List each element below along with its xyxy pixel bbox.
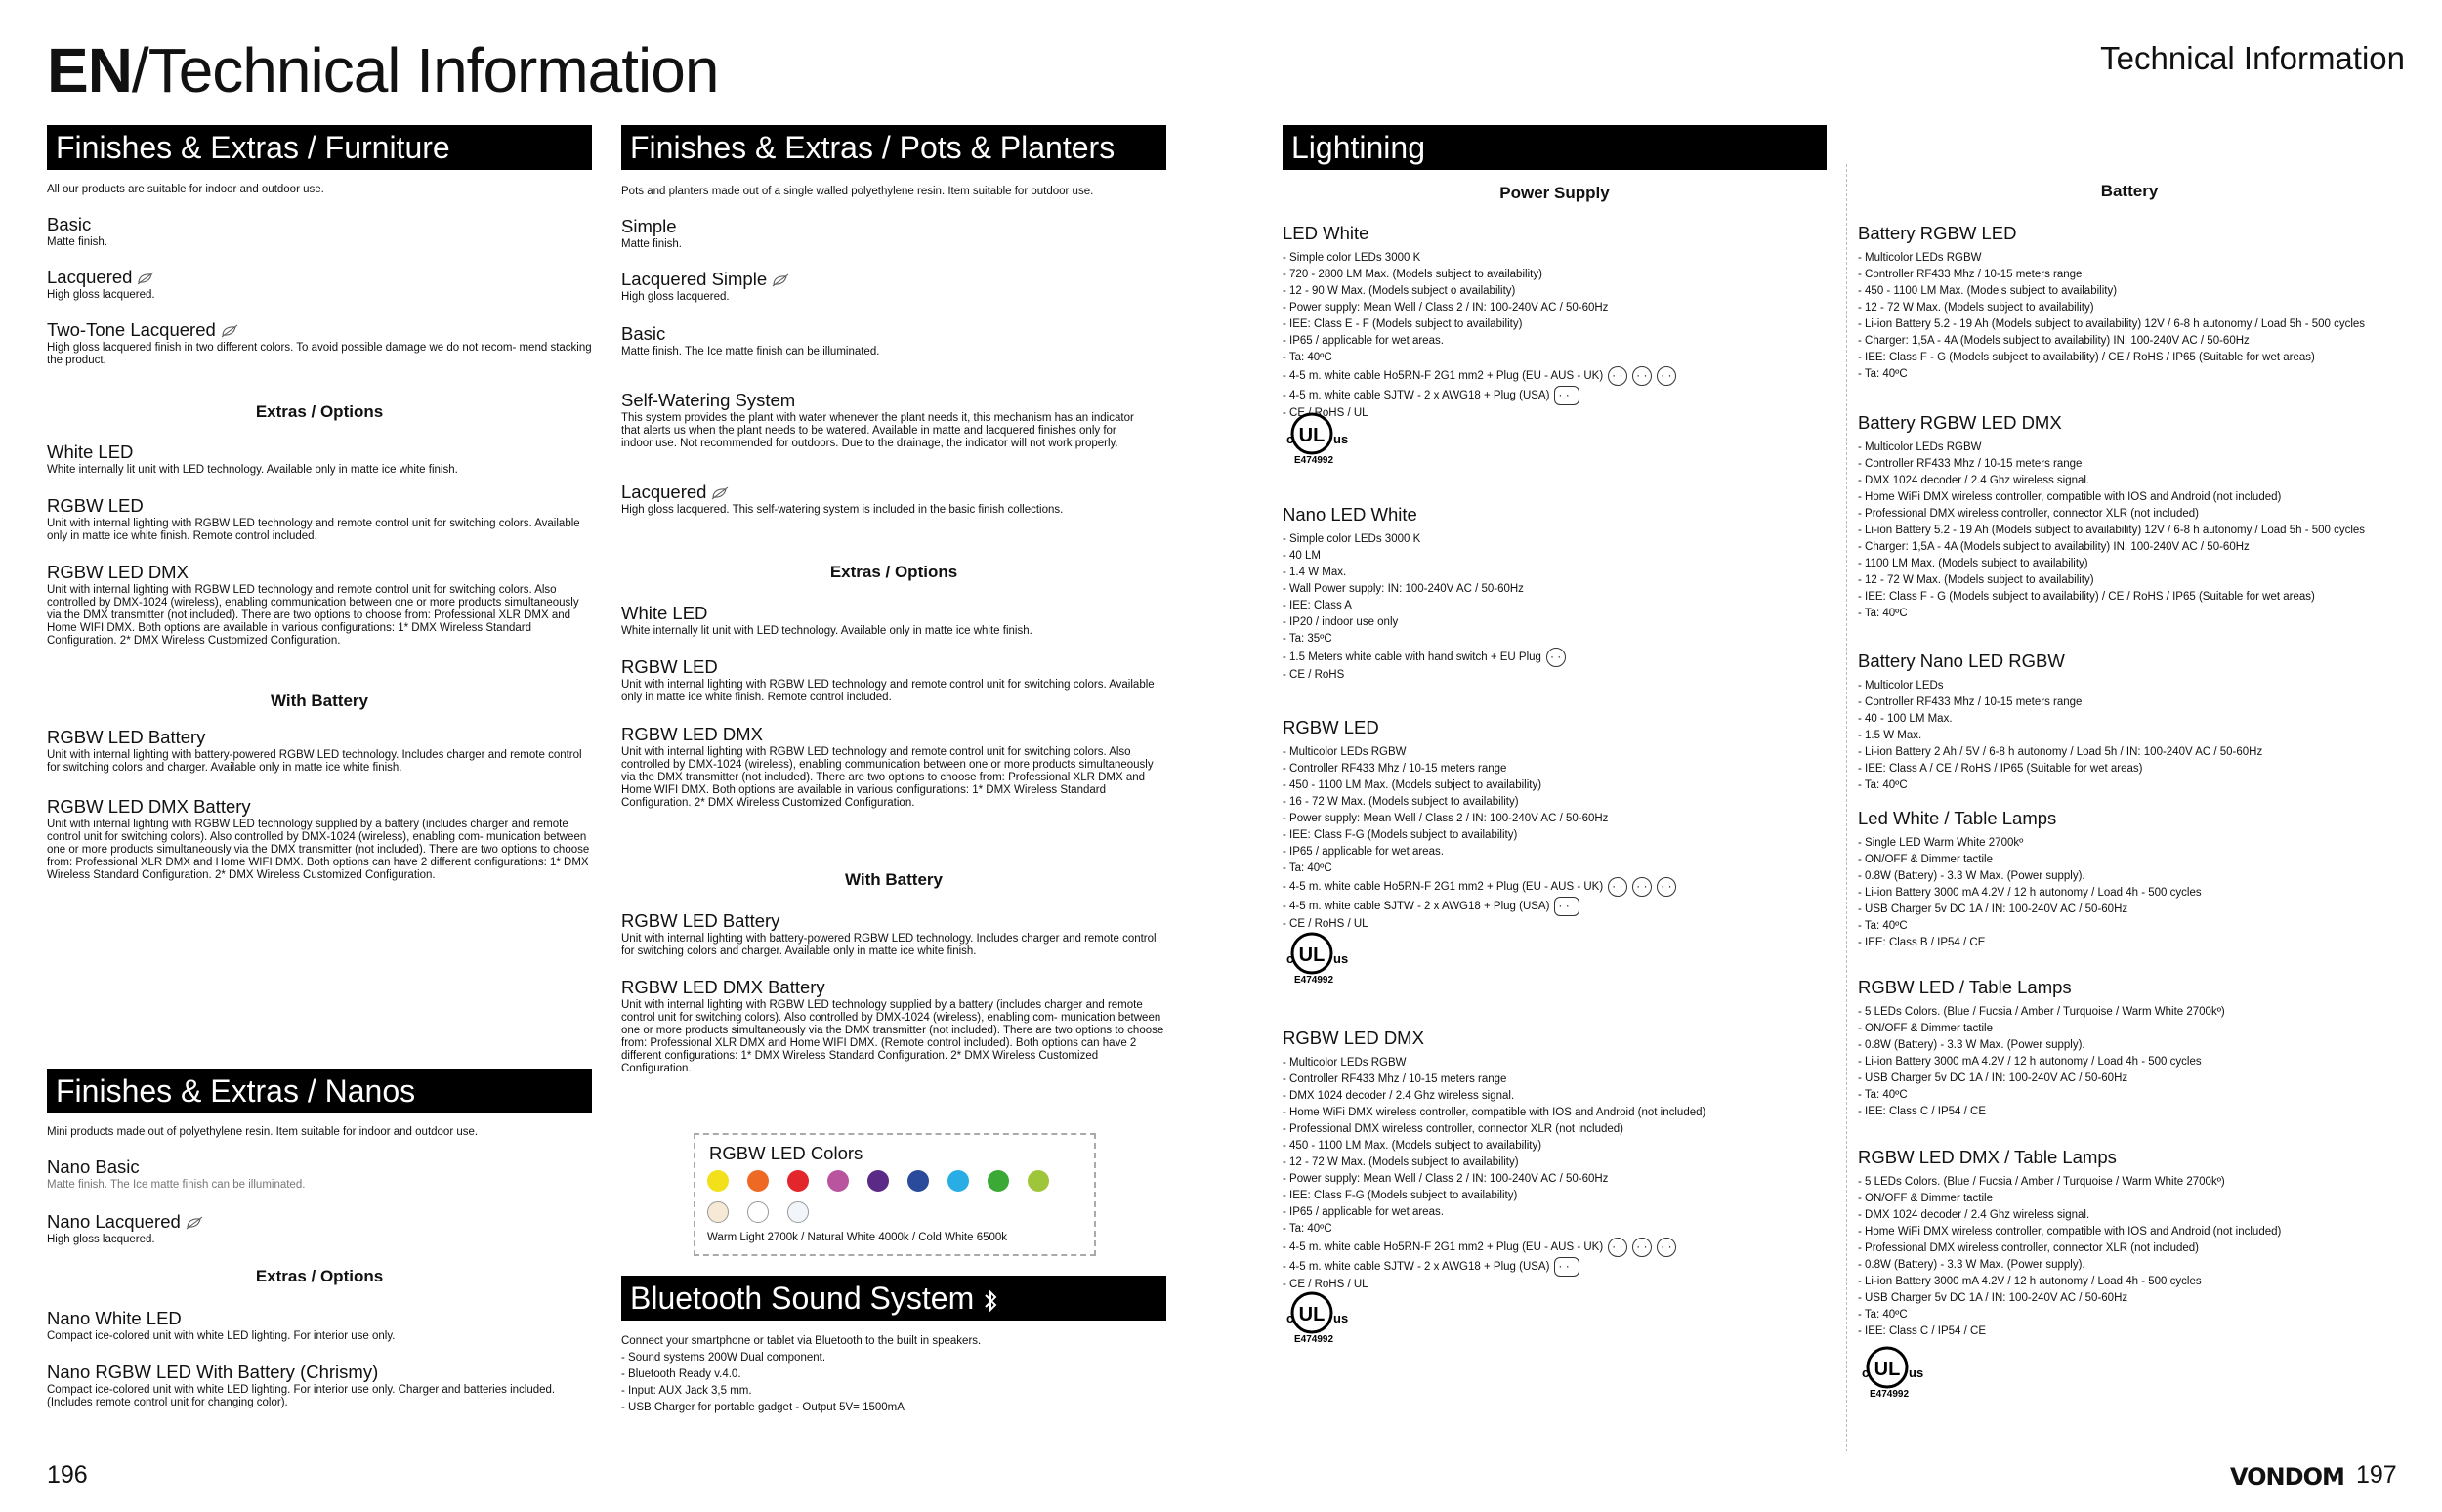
furniture-intro: All our products are suitable for indoor and outdoor use. [47,184,324,195]
bluetooth-spec-line: - Input: AUX Jack 3,5 mm. [621,1385,752,1397]
spec-line: - 4-5 m. white cable SJTW - 2 x AWG18 + Plug (USA)· · [1283,897,1830,916]
spec-line: - Ta: 40ºC [1858,1309,1908,1321]
item-desc: High gloss lacquered. This self-watering system is included in the basic finish collections. [621,504,1064,516]
nanos-section-bar: Finishes & Extras / Nanos [47,1069,592,1113]
white-temperature-swatch [707,1201,729,1223]
spec-line: - Wall Power supply: IN: 100-240V AC / 50-60Hz [1283,583,1524,595]
page-title-bold: EN [47,35,132,105]
spec-line: - 450 - 1100 LM Max. (Models subject to availability) [1858,285,2118,297]
spec-line: - IEE: Class F-G (Models subject to availability) [1283,1190,1518,1201]
rgbw-colors-caption: Warm Light 2700k / Natural White 4000k / Cold White 6500k [707,1232,1008,1243]
ul-text: UL [1298,945,1326,966]
spec-rgbw-led [1283,717,1830,933]
nanos-extras-heading: Extras / Options [255,1267,384,1285]
item-desc: Matte finish. The Ice matte finish can be illuminated. [47,1179,306,1191]
item-title: RGBW LED DMX [47,562,189,582]
battery-heading: Battery [2100,182,2159,200]
spec-line: - Home WiFi DMX wireless controller, compatible with IOS and Android (not included) [1858,1226,2282,1238]
item-title: Nano White LED [47,1308,182,1328]
spec-line: - Li-ion Battery 3000 mA 4.2V / 12 h autonomy / Load 4h - 500 cycles [1858,887,2202,899]
spec-line: - Li-ion Battery 2 Ah / 5V / 6-8 h autonomy / Load 5h / IN: 100-240V AC / 50-60Hz [1858,746,2263,758]
furniture-finish-basic [47,214,592,249]
pots-extra-rgbw-led [621,656,1166,704]
white-temperature-swatch [787,1201,809,1223]
furniture-extra-white-led [47,441,592,477]
ul-certification-icon [1283,928,1361,985]
furniture-battery-heading: With Battery [271,692,368,710]
spec-line: - IEE: Class C / IP54 / CE [1858,1106,1987,1117]
spec-line: - ON/OFF & Dimmer tactile [1858,854,1994,865]
item-desc: Matte finish. [47,236,107,248]
eu-plug-icon [1608,877,1627,897]
pots-extras-heading: Extras / Options [829,563,958,581]
spec-rgbw-led-dmx [1283,1028,1830,1293]
eu-plug-icon [1657,1238,1676,1257]
spec-line: - 4-5 m. white cable Ho5RN-F 2G1 mm2 + Plug (EU - AUS - UK)· ·· ·· · [1283,1238,1830,1257]
no-outdoor-leaf-icon [771,273,790,287]
spec-line: - IP20 / indoor use only [1283,616,1399,628]
furniture-extras-heading: Extras / Options [255,402,384,421]
furniture-section-bar: Finishes & Extras / Furniture [47,125,592,170]
spec-line: - ON/OFF & Dimmer tactile [1858,1023,1994,1034]
ul-c-text: c [1862,1365,1870,1380]
spec-line: - 40 - 100 LM Max. [1858,713,1953,725]
ul-code-text: E474992 [1294,1334,1334,1344]
bluetooth-section-bar [621,1276,1166,1321]
spec-line: - 12 - 90 W Max. (Models subject o availability) [1283,285,1516,297]
item-title: White LED [47,441,134,462]
ul-code-text: E474992 [1294,975,1334,985]
color-swatch [867,1170,889,1192]
item-desc: High gloss lacquered. [47,289,155,301]
item-desc: Unit with internal lighting with RGBW LED technology and remote control unit for switching colors. Available only in matte ice white finish. Remote control included. [47,518,580,542]
ul-c-text: c [1286,1311,1294,1325]
nanos-extra-rgbw-battery [47,1362,592,1409]
spec-line: - Power supply: Mean Well / Class 2 / IN: 100-240V AC / 50-60Hz [1283,813,1609,824]
spec-line: - IEE: Class E - F (Models subject to availability) [1283,318,1523,330]
pots-extra-rgbw-led-dmx [621,724,1166,810]
color-swatch [787,1170,809,1192]
spec-line: - Controller RF433 Mhz / 10-15 meters range [1858,458,2083,470]
pots-battery-rgbw-led [621,910,1166,958]
page-title [47,35,718,105]
item-desc: White internally lit unit with LED technology. Available only in matte ice white finish. [47,464,458,476]
color-swatch [1028,1170,1049,1192]
spec-title: Battery RGBW LED DMX [1858,412,2062,433]
color-swatch [907,1170,929,1192]
spec-title: RGBW LED [1283,717,1379,737]
power-supply-heading: Power Supply [1499,184,1610,202]
no-outdoor-leaf-icon [185,1216,204,1230]
page-title-rest: /Technical Information [131,35,719,105]
spec-line: - 40 LM [1283,550,1321,562]
spec-line: - DMX 1024 decoder / 2.4 Ghz wireless signal. [1858,1209,2090,1221]
item-desc: White internally lit unit with LED technology. Available only in matte ice white finish. [621,625,1032,637]
spec-line: - DMX 1024 decoder / 2.4 Ghz wireless signal. [1283,1090,1515,1102]
bluetooth-spec-line: - USB Charger for portable gadget - Output 5V= 1500mA [621,1402,905,1413]
ul-us-text: us [1909,1365,1924,1380]
item-desc: Unit with internal lighting with battery-powered RGBW LED technology. Includes charger and remote control for switching colors and charger. Available only in matte ice white finish. [621,933,1157,957]
item-desc: Matte finish. [621,238,682,250]
ul-text: UL [1298,425,1326,446]
spec-line: - Home WiFi DMX wireless controller, compatible with IOS and Android (not included) [1283,1107,1706,1118]
ul-certification-icon [1858,1342,1936,1399]
spec-line: - Home WiFi DMX wireless controller, compatible with IOS and Android (not included) [1858,491,2282,503]
pots-finish-basic [621,323,1166,358]
nanos-finish-lacquered [47,1211,592,1246]
ul-text: UL [1874,1359,1901,1380]
spec-line: - 1.5 W Max. [1858,730,1922,741]
spec-line: - CE / RoHS / UL [1283,407,1368,419]
bluetooth-spec-line: Connect your smartphone or tablet via Bluetooth to the built in speakers. [621,1335,982,1347]
spec-line: - 0.8W (Battery) - 3.3 W Max. (Power supply). [1858,870,2085,882]
ul-text: UL [1298,1304,1326,1325]
item-title: Nano Basic [47,1156,140,1177]
spec-title: Battery RGBW LED [1858,223,2017,243]
spec-line: - Li-ion Battery 5.2 - 19 Ah (Models subject to availability) 12V / 6-8 h autonomy / Load 5h - 500 cycles [1858,318,2366,330]
spec-line: - Multicolor LEDs RGBW [1283,1057,1407,1069]
item-desc: Unit with internal lighting with RGBW LED technology supplied by a battery (includes charger and remote control unit for switching colors). Also controlled by DMX-1024 (wireless), enabling com- munication between one or more products simultaneously via the DMX transmitter (not included). There are two options to choose from: Professional XLR DMX and Home WIFI DMX. (Remote control included). Both options can have 2 different configurations: 1* DMX Wireless Standard Configuration. 2* DMX Wireless Customized Configuration. [621,999,1164,1074]
spec-title: RGBW LED DMX [1283,1028,1424,1048]
spec-line: - 720 - 2800 LM Max. (Models subject to availability) [1283,269,1542,280]
ul-code-text: E474992 [1294,455,1334,465]
spec-line: - IEE: Class B / IP54 / CE [1858,937,1986,948]
ul-us-text: us [1333,951,1349,966]
spec-line: - Li-ion Battery 5.2 - 19 Ah (Models subject to availability) 12V / 6-8 h autonomy / Load 5h - 500 cycles [1858,525,2366,536]
spec-line: - DMX 1024 decoder / 2.4 Ghz wireless signal. [1858,475,2090,486]
furniture-finish-two-tone [47,319,592,367]
item-title: RGBW LED DMX Battery [47,796,251,817]
spec-line: - CE / RoHS / UL [1283,1279,1368,1290]
us-plug-icon [1554,386,1579,405]
spec-line: - 4-5 m. white cable SJTW - 2 x AWG18 + Plug (USA)· · [1283,1257,1830,1277]
spec-line: - Single LED Warm White 2700kº [1858,837,2024,849]
spec-line: - IEE: Class C / IP54 / CE [1858,1325,1987,1337]
eu-plug-icon [1657,366,1676,386]
color-swatch [707,1170,729,1192]
item-title: RGBW LED [621,656,718,677]
spec-line: - 0.8W (Battery) - 3.3 W Max. (Power supply). [1858,1039,2085,1051]
item-desc: Matte finish. The Ice matte finish can be illuminated. [621,346,880,357]
ul-c-text: c [1286,951,1294,966]
bluetooth-bar-label: Bluetooth Sound System [630,1281,975,1316]
pots-self-watering [621,390,1149,450]
item-title: White LED [621,603,708,623]
color-swatch [947,1170,969,1192]
spec-title: Nano LED White [1283,504,1417,525]
lighting-section-bar: Lightining [1283,125,1827,170]
furniture-battery-rgbw-led-dmx [47,796,592,882]
item-desc: Unit with internal lighting with RGBW LED technology supplied by a battery (includes charger and remote control unit for switching colors). Also controlled by DMX-1024 (wireless), enabling com- munication between one or more products simultaneously via the DMX transmitter (not included). There are two options to choose from: Professional XLR DMX and Home WIFI DMX. Both options can have 2 different configurations: 1* DMX Wireless Standard Configuration. 2* DMX Wireless Customized Configuration. [47,819,590,881]
color-swatch [988,1170,1009,1192]
spec-line: - Professional DMX wireless controller, connector XLR (not included) [1858,508,2199,520]
item-title: Nano Lacquered [47,1211,181,1232]
item-title: Self-Watering System [621,390,796,410]
spec-title: Battery Nano LED RGBW [1858,651,2065,671]
ul-us-text: us [1333,432,1349,446]
spec-line: - USB Charger 5v DC 1A / IN: 100-240V AC / 50-60Hz [1858,1072,2128,1084]
spec-line: - IEE: Class F - G (Models subject to availability) / CE / RoHS / IP65 (Suitable for wet areas) [1858,591,2315,603]
spec-line: - Li-ion Battery 3000 mA 4.2V / 12 h autonomy / Load 4h - 500 cycles [1858,1276,2202,1287]
spec-line: - 12 - 72 W Max. (Models subject to availability) [1283,1156,1519,1168]
spec-line: - CE / RoHS [1283,669,1345,681]
spec-line: - Multicolor LEDs RGBW [1858,441,1982,453]
eu-plug-icon [1608,1238,1627,1257]
item-desc: Compact ice-colored unit with white LED lighting. For interior use only. [47,1330,396,1342]
vondom-logo: VONDOM [2230,1463,2344,1491]
spec-line: - Ta: 40ºC [1283,1223,1332,1235]
running-header: Technical Information [2100,40,2405,76]
spec-title: LED White [1283,223,1369,243]
spec-title: RGBW LED / Table Lamps [1858,977,2072,997]
item-title: Basic [47,214,92,234]
white-temperature-swatch [747,1201,769,1223]
spec-nano-led-white [1283,504,1830,684]
bluetooth-spec-line: - Sound systems 200W Dual component. [621,1352,826,1364]
spec-line: - Power supply: Mean Well / Class 2 / IN: 100-240V AC / 50-60Hz [1283,1173,1609,1185]
item-title: Two-Tone Lacquered [47,319,216,340]
item-title: Basic [621,323,666,344]
spec-line: - USB Charger 5v DC 1A / IN: 100-240V AC / 50-60Hz [1858,903,2128,915]
spec-line: - 5 LEDs Colors. (Blue / Fucsia / Amber / Turquoise / Warm White 2700kº) [1858,1006,2225,1018]
spec-line: - 450 - 1100 LM Max. (Models subject to availability) [1283,779,1542,791]
spec-line: - USB Charger 5v DC 1A / IN: 100-240V AC / 50-60Hz [1858,1292,2128,1304]
spec-rgbw-table [1858,977,2405,1120]
spec-line: - Multicolor LEDs RGBW [1858,252,1982,264]
spec-line: - Power supply: Mean Well / Class 2 / IN: 100-240V AC / 50-60Hz [1283,302,1609,314]
spec-line: - Ta: 35ºC [1283,633,1332,645]
spec-line: - 4-5 m. white cable Ho5RN-F 2G1 mm2 + Plug (EU - AUS - UK)· ·· ·· · [1283,877,1830,897]
item-desc: High gloss lacquered finish in two different colors. To avoid possible damage we do not recom- mend stacking the product. [47,342,592,366]
item-title: RGBW LED [47,495,144,516]
item-desc: Compact ice-colored unit with white LED lighting. For interior use only. Charger and batteries included. (Includes remote control unit for changing color). [47,1384,556,1408]
spec-line: - Professional DMX wireless controller, connector XLR (not included) [1858,1242,2199,1254]
bluetooth-spec-line: - Bluetooth Ready v.4.0. [621,1368,741,1380]
pots-intro: Pots and planters made out of a single walled polyethylene resin. Item suitable for outdoor use. [621,186,1094,197]
spec-line: - IP65 / applicable for wet areas. [1283,846,1444,858]
item-title: Lacquered [47,267,133,287]
spec-battery-rgbw-led-dmx [1858,412,2405,622]
item-desc: Unit with internal lighting with battery-powered RGBW LED technology. Includes charger and remote control for switching colors and charger. Available only in matte ice white finish. [47,749,582,774]
spec-line: - 12 - 72 W Max. (Models subject to availability) [1858,302,2094,314]
item-title: RGBW LED DMX [621,724,763,744]
eu-plug-icon [1546,648,1566,667]
us-plug-icon [1554,897,1579,916]
furniture-battery-rgbw-led [47,727,592,775]
pots-extra-white-led [621,603,1166,638]
item-title: RGBW LED Battery [621,910,780,931]
eu-plug-icon [1657,877,1676,897]
pots-battery-rgbw-led-dmx [621,977,1166,1075]
spec-led-white-table [1858,808,2405,951]
eu-plug-icon [1632,366,1652,386]
no-outdoor-leaf-icon [136,272,155,285]
spec-line: - IEE: Class F-G (Models subject to availability) [1283,829,1518,841]
item-desc: High gloss lacquered. [621,291,730,303]
spec-line: - Ta: 40ºC [1283,862,1332,874]
item-title: Lacquered Simple [621,269,768,289]
pots-section-bar: Finishes & Extras / Pots & Planters [621,125,1166,170]
pots-finish-lacquered-simple [621,269,1166,304]
spec-line: - Controller RF433 Mhz / 10-15 meters range [1858,269,2083,280]
rgbw-colors-box [694,1133,1096,1256]
spec-line: - Charger: 1,5A - 4A (Models subject to availability) IN: 100-240V AC / 50-60Hz [1858,541,2250,553]
spec-line: - Multicolor LEDs [1858,680,1944,692]
spec-line: - 1.5 Meters white cable with hand switch + EU Plug· · [1283,648,1830,667]
spec-line: - 16 - 72 W Max. (Models subject to availability) [1283,796,1519,808]
furniture-extra-rgbw-led-dmx [47,562,592,648]
spec-title: RGBW LED DMX / Table Lamps [1858,1147,2117,1167]
no-outdoor-leaf-icon [710,486,730,500]
item-desc: Unit with internal lighting with RGBW LED technology and remote control unit for switching colors. Also controlled by DMX-1024 (wireless), enabling communication between one or more products simultaneously via the DMX transmitter (not included). There are two options to choose from: Professional XLR DMX and Home WIFI DMX. Both options are available in various configurations: 1* DMX Wireless Standard Configuration. 2* DMX Wireless Customized Configuration. [621,746,1154,809]
spec-line: - Multicolor LEDs RGBW [1283,746,1407,758]
item-title: Simple [621,216,677,236]
spec-battery-rgbw-led [1858,223,2405,383]
pots-finish-lacquered [621,482,1166,517]
spec-line: - 450 - 1100 LM Max. (Models subject to availability) [1283,1140,1542,1152]
item-title: Lacquered [621,482,707,502]
spec-line: - Simple color LEDs 3000 K [1283,252,1421,264]
eu-plug-icon [1632,1238,1652,1257]
color-swatch [827,1170,849,1192]
spec-line: - Controller RF433 Mhz / 10-15 meters range [1858,696,2083,708]
ul-certification-icon [1283,408,1361,465]
spec-battery-nano-led [1858,651,2405,794]
spec-line: - ON/OFF & Dimmer tactile [1858,1193,1994,1204]
pots-finish-simple [621,216,1166,251]
spec-line: - IEE: Class A [1283,600,1352,611]
ul-us-text: us [1333,1311,1349,1325]
spec-line: - Simple color LEDs 3000 K [1283,533,1421,545]
spec-line: - 4-5 m. white cable SJTW - 2 x AWG18 + Plug (USA)· · [1283,386,1830,405]
spec-line: - Ta: 40ºC [1858,368,1908,380]
spec-title: Led White / Table Lamps [1858,808,2057,828]
spec-rgbw-dmx-table [1858,1147,2405,1340]
spec-line: - CE / RoHS / UL [1283,918,1368,930]
spec-led-white [1283,223,1830,422]
spec-line: - Ta: 40ºC [1858,920,1908,932]
spec-line: - 4-5 m. white cable Ho5RN-F 2G1 mm2 + Plug (EU - AUS - UK)· ·· ·· · [1283,366,1830,386]
spec-line: - 12 - 72 W Max. (Models subject to availability) [1858,574,2094,586]
spec-line: - Charger: 1,5A - 4A (Models subject to availability) IN: 100-240V AC / 50-60Hz [1858,335,2250,347]
column-divider [1846,164,1847,1451]
spec-line: - 1100 LM Max. (Models subject to availability) [1858,558,2088,569]
furniture-finish-lacquered [47,267,592,302]
spec-line: - Controller RF433 Mhz / 10-15 meters range [1283,1073,1507,1085]
spec-line: - Ta: 40ºC [1858,608,1908,619]
item-title: Nano RGBW LED With Battery (Chrismy) [47,1362,379,1382]
spec-line: - Li-ion Battery 3000 mA 4.2V / 12 h autonomy / Load 4h - 500 cycles [1858,1056,2202,1068]
ul-code-text: E474992 [1870,1389,1910,1399]
spec-line: - Ta: 40ºC [1858,779,1908,791]
spec-line: - Professional DMX wireless controller, connector XLR (not included) [1283,1123,1623,1135]
nanos-finish-basic [47,1156,592,1192]
spec-line: - Controller RF433 Mhz / 10-15 meters range [1283,763,1507,775]
no-outdoor-leaf-icon [220,324,239,338]
spec-line: - 5 LEDs Colors. (Blue / Fucsia / Amber / Turquoise / Warm White 2700kº) [1858,1176,2225,1188]
item-desc: Unit with internal lighting with RGBW LED technology and remote control unit for switching colors. Also controlled by DMX-1024 (wireless), enabling communication between one or more products simultaneously via the DMX transmitter (not included). There are two options to choose from: Professional XLR DMX and Home WIFI DMX. Both options are available in various configurations: 1* DMX Wireless Standard Configuration. 2* DMX Wireless Customized Configuration. [47,584,579,647]
eu-plug-icon [1632,877,1652,897]
rgbw-colors-title: RGBW LED Colors [709,1143,863,1163]
ul-c-text: c [1286,432,1294,446]
spec-line: - IP65 / applicable for wet areas. [1283,1206,1444,1218]
bluetooth-icon [982,1288,999,1314]
page-number-left: 196 [47,1461,88,1489]
spec-line: - Ta: 40ºC [1858,1089,1908,1101]
spec-line: - IEE: Class A / CE / RoHS / IP65 (Suitable for wet areas) [1858,763,2143,775]
item-desc: Unit with internal lighting with RGBW LED technology and remote control unit for switching colors. Available only in matte ice white finish. Remote control included. [621,679,1155,703]
eu-plug-icon [1608,366,1627,386]
color-swatch [747,1170,769,1192]
ul-certification-icon [1283,1287,1361,1344]
bluetooth-specs [621,1333,1166,1416]
pots-battery-heading: With Battery [845,870,943,889]
item-desc: High gloss lacquered. [47,1234,155,1245]
item-desc: This system provides the plant with water whenever the plant needs it, this mechanism has an indicator that alerts us when the plant needs to be watered. Available in matte and lacquered finishes only for indoor use. Not recommended for outdoors. Due to the drainage, the indicator will not work properly. [621,412,1134,449]
page-number-right: 197 [2356,1461,2397,1489]
spec-line: - 0.8W (Battery) - 3.3 W Max. (Power supply). [1858,1259,2085,1271]
nanos-intro: Mini products made out of polyethylene resin. Item suitable for indoor and outdoor use. [47,1126,479,1138]
item-title: RGBW LED DMX Battery [621,977,825,997]
spec-line: - IEE: Class F - G (Models subject to availability) / CE / RoHS / IP65 (Suitable for wet areas) [1858,352,2315,363]
spec-line: - IP65 / applicable for wet areas. [1283,335,1444,347]
furniture-extra-rgbw-led [47,495,592,543]
spec-line: - Ta: 40ºC [1283,352,1332,363]
nanos-extra-white-led [47,1308,592,1343]
item-title: RGBW LED Battery [47,727,206,747]
us-plug-icon [1554,1257,1579,1277]
spec-line: - 1.4 W Max. [1283,567,1347,578]
